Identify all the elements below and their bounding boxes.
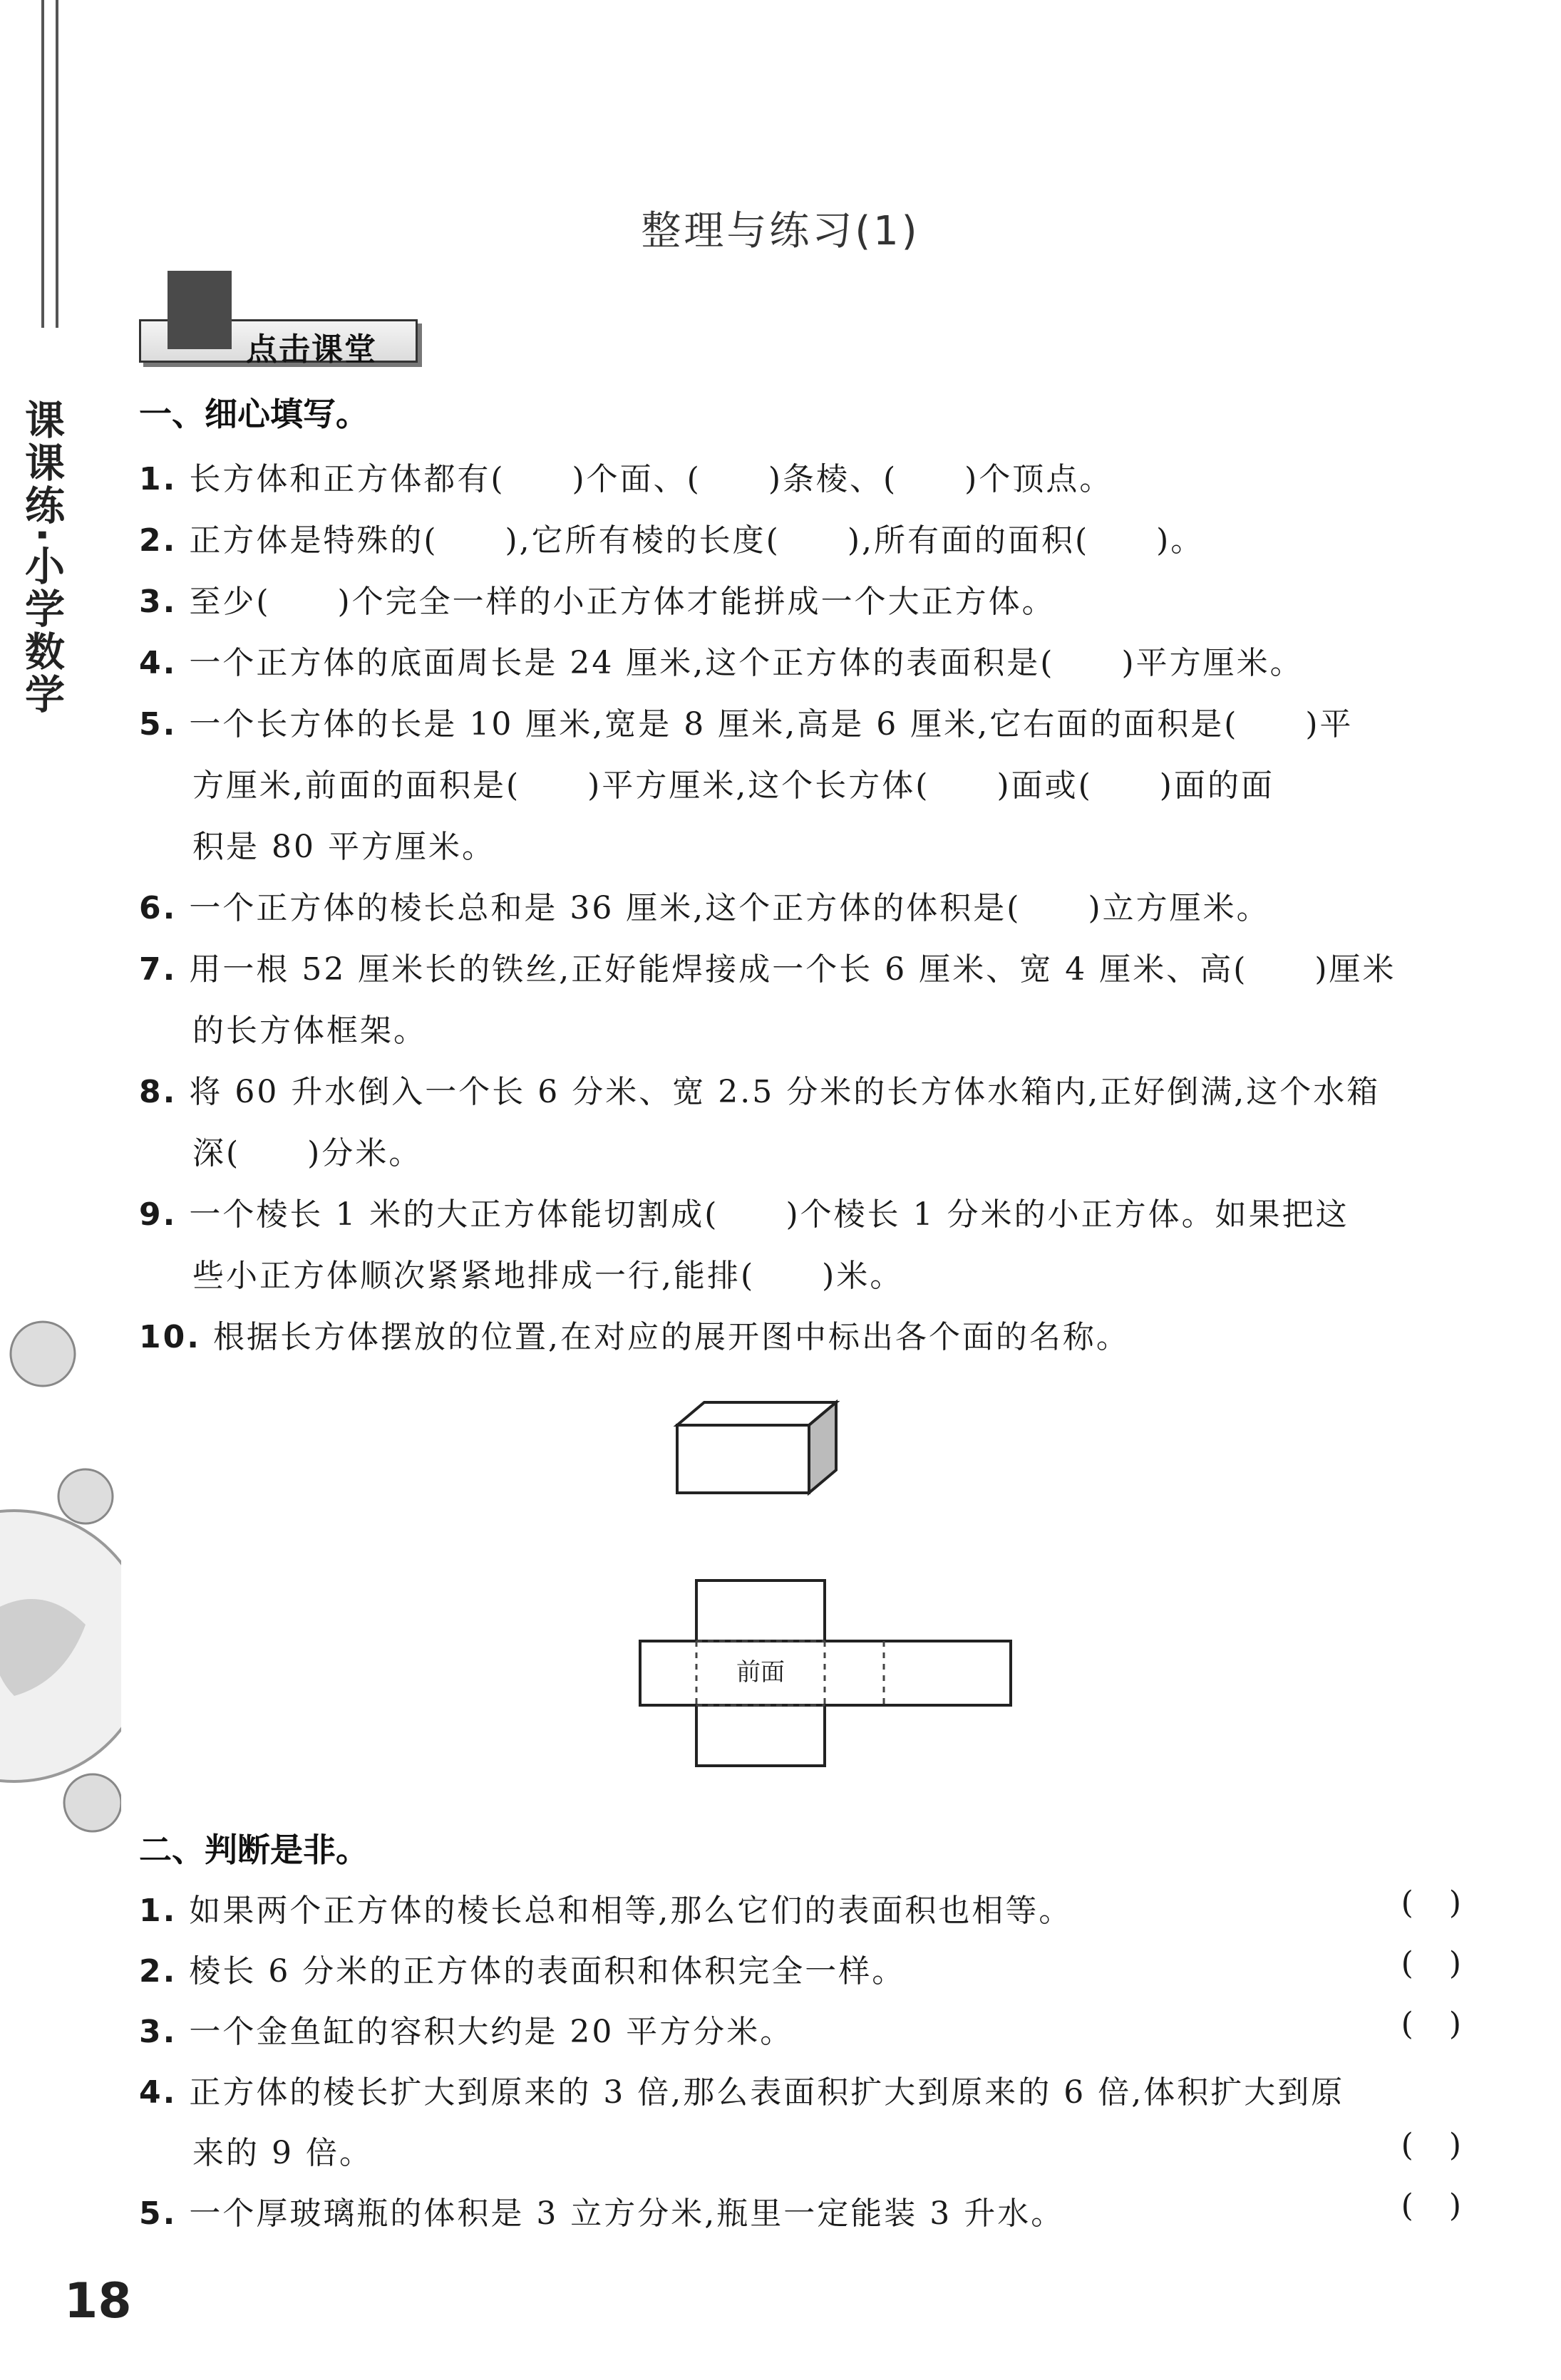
question-number: 8.	[139, 1074, 177, 1110]
margin-rule	[41, 0, 44, 328]
question-4	[139, 637, 1304, 683]
question-8	[139, 1066, 1380, 1112]
section1-heading: 一、细心填写。	[139, 395, 369, 433]
question-number: 10.	[139, 1319, 201, 1355]
question-number: 2.	[139, 1953, 177, 1990]
question-text: 如果两个正方体的棱长总和相等,那么它们的表面积也相等。	[189, 1893, 1073, 1929]
answer-parentheses[interactable]: ()	[1401, 1885, 1497, 1921]
question-text: 一个正方体的棱长总和是 36 厘米,这个正方体的体积是( )立方厘米。	[189, 890, 1270, 926]
question-text: 根据长方体摆放的位置,在对应的展开图中标出各个面的名称。	[212, 1319, 1130, 1355]
question-6	[139, 882, 1270, 928]
question-text: 一个长方体的长是 10 厘米,宽是 8 厘米,高是 6 厘米,它右面的面积是( )平	[189, 706, 1354, 743]
question-9	[139, 1189, 1349, 1234]
margin-rule	[56, 0, 58, 328]
question-5-continued: 方厘米,前面的面积是( )平方厘米,这个长方体( )面或( )面的面	[192, 767, 1274, 804]
judge-1	[139, 1885, 1072, 1930]
badge-label: 点击课堂	[246, 331, 377, 368]
question-number: 3.	[139, 584, 177, 620]
globe-children-illustration	[0, 1311, 121, 1895]
question-3	[139, 576, 1056, 621]
judge-5	[139, 2188, 1064, 2233]
question-text: 一个正方体的底面周长是 24 厘米,这个正方体的表面积是( )平方厘米。	[189, 645, 1304, 681]
section2-heading: 二、判断是非。	[139, 1831, 369, 1869]
question-text: 一个棱长 1 米的大正方体能切割成( )个棱长 1 分米的小正方体。如果把这	[189, 1196, 1349, 1233]
judge-2	[139, 1945, 905, 1991]
judge-3	[139, 2006, 793, 2052]
question-number: 7.	[139, 951, 177, 988]
section-badge	[139, 271, 424, 367]
question-9-continued: 些小正方体顺次紧紧地排成一行,能排( )米。	[192, 1258, 904, 1294]
question-number: 5.	[139, 706, 177, 743]
answer-parentheses[interactable]: ()	[1401, 1945, 1497, 1982]
question-number: 4.	[139, 645, 177, 681]
question-text: 正方体是特殊的( ),它所有棱的长度( ),所有面的面积( )。	[189, 522, 1205, 559]
question-8-continued: 深( )分米。	[192, 1135, 423, 1171]
question-text: 棱长 6 分米的正方体的表面积和体积完全一样。	[189, 1953, 906, 1990]
question-number: 1.	[139, 1893, 177, 1929]
question-number: 6.	[139, 890, 177, 926]
judge-4-continued: 来的 9 倍。	[192, 2135, 373, 2171]
question-1	[139, 453, 1113, 499]
question-text: 一个厚玻璃瓶的体积是 3 立方分米,瓶里一定能装 3 升水。	[189, 2195, 1065, 2232]
question-text: 至少( )个完全一样的小正方体才能拼成一个大正方体。	[189, 584, 1056, 620]
question-number: 4.	[139, 2074, 177, 2111]
question-text: 长方体和正方体都有( )个面、( )条棱、( )个顶点。	[189, 461, 1113, 497]
question-text: 将 60 升水倒入一个长 6 分米、宽 2.5 分米的长方体水箱内,正好倒满,这个水箱	[189, 1074, 1381, 1110]
question-text: 正方体的棱长扩大到原来的 3 倍,那么表面积扩大到原来的 6 倍,体积扩大到原	[189, 2074, 1345, 2111]
question-5	[139, 698, 1354, 744]
cuboid-diagram	[670, 1397, 855, 1511]
blackboard-icon	[168, 271, 232, 349]
page-title: 整理与练习(1)	[641, 208, 920, 254]
question-5-continued: 积是 80 平方厘米。	[192, 829, 495, 865]
judge-4	[139, 2066, 1344, 2112]
series-title: 课课练·小学数学	[19, 399, 65, 717]
question-7-continued: 的长方体框架。	[192, 1013, 427, 1049]
question-text: 一个金鱼缸的容积大约是 20 平方分米。	[189, 2014, 794, 2050]
question-2	[139, 514, 1204, 560]
page-number: 18	[64, 2273, 132, 2329]
question-number: 9.	[139, 1196, 177, 1233]
question-number: 5.	[139, 2195, 177, 2232]
question-7	[139, 943, 1396, 989]
question-number: 3.	[139, 2014, 177, 2050]
answer-parentheses[interactable]: ()	[1401, 2006, 1497, 2042]
net-label-front: 前面	[736, 1658, 785, 1687]
question-number: 1.	[139, 461, 177, 497]
question-text: 用一根 52 厘米长的铁丝,正好能焊接成一个长 6 厘米、宽 4 厘米、高( )厘米	[189, 951, 1396, 988]
answer-parentheses[interactable]: ()	[1401, 2188, 1497, 2224]
answer-parentheses[interactable]: ()	[1401, 2127, 1497, 2163]
question-10	[139, 1311, 1130, 1357]
question-number: 2.	[139, 522, 177, 559]
cuboid-net-diagram	[634, 1575, 1019, 1774]
